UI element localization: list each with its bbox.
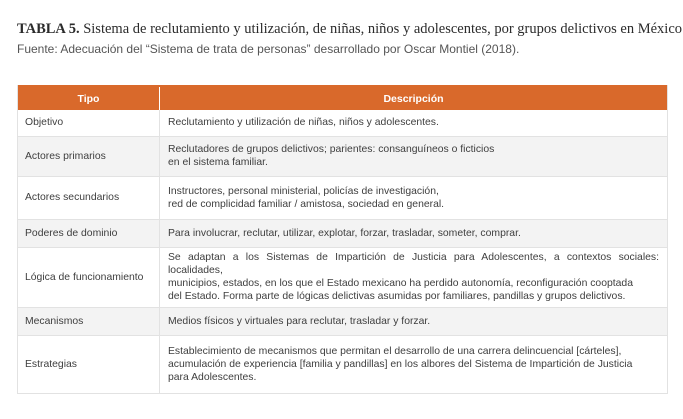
table-caption bbox=[17, 20, 683, 57]
table-row bbox=[18, 335, 667, 393]
row-tipo: Estrategias bbox=[18, 335, 160, 393]
header-descripcion: Descripción bbox=[160, 86, 668, 110]
row-tipo: Actores primarios bbox=[18, 136, 160, 176]
description-line: del Estado. Forma parte de lógicas delictivas asumidas por familiares, pandillas y grupos delictivos. bbox=[168, 291, 626, 302]
row-descripcion bbox=[160, 247, 668, 307]
row-tipo: Actores secundarios bbox=[18, 176, 160, 219]
row-tipo: Lógica de funcionamiento bbox=[18, 247, 160, 307]
description-line: para Adolescentes. bbox=[168, 371, 257, 383]
description-line: acumulación de experiencia [familia y pandillas] en los albores del Sistema de Impartición de Justicia bbox=[168, 358, 633, 370]
row-tipo: Objetivo bbox=[18, 110, 160, 136]
table-header-row bbox=[18, 86, 667, 110]
data-table bbox=[17, 85, 668, 394]
description-line: Medios físicos y virtuales para reclutar, trasladar y forzar. bbox=[168, 315, 431, 327]
row-descripcion bbox=[160, 176, 668, 219]
row-descripcion bbox=[160, 307, 668, 335]
description-line: municipios, estados, en los que el Estado mexicano ha perdido autonomía, reconfiguración cooptada bbox=[168, 278, 633, 289]
table-label: TABLA 5. bbox=[17, 21, 80, 37]
description-line: red de complicidad familiar / amistosa, sociedad en general. bbox=[168, 198, 445, 210]
description-line: Se adaptan a los Sistemas de Impartición de Justicia para Adolescentes, a contextos sociales: localidades, bbox=[168, 252, 659, 276]
table-row bbox=[18, 176, 667, 219]
description-line: Establecimiento de mecanismos que permitan el desarrollo de una carrera delincuencial [cárteles], bbox=[168, 345, 622, 357]
description-line: Reclutamiento y utilización de niñas, niños y adolescentes. bbox=[168, 117, 439, 129]
description-line: Reclutadores de grupos delictivos; parientes: consanguíneos o ficticios bbox=[168, 144, 495, 155]
row-tipo: Poderes de dominio bbox=[18, 219, 160, 247]
row-descripcion bbox=[160, 335, 668, 393]
table-title-text: Sistema de reclutamiento y utilización, de niñas, niños y adolescentes, por grupos delictivos en México bbox=[79, 21, 683, 37]
row-descripcion bbox=[160, 136, 668, 176]
table-title bbox=[17, 20, 683, 38]
table-row bbox=[18, 110, 667, 136]
row-descripcion bbox=[160, 219, 668, 247]
description-line: en el sistema familiar. bbox=[168, 157, 268, 168]
table-row bbox=[18, 219, 667, 247]
description-line: Para involucrar, reclutar, utilizar, explotar, forzar, trasladar, someter, comprar. bbox=[168, 227, 521, 239]
header-tipo: Tipo bbox=[18, 86, 160, 110]
row-descripcion bbox=[160, 110, 668, 136]
description-line: Instructores, personal ministerial, policías de investigación, bbox=[168, 185, 439, 197]
table-row bbox=[18, 136, 667, 176]
table-row bbox=[18, 247, 667, 307]
row-tipo: Mecanismos bbox=[18, 307, 160, 335]
table-source: Fuente: Adecuación del “Sistema de trata de personas” desarrollado por Oscar Montiel (2018). bbox=[17, 42, 520, 56]
table-row bbox=[18, 307, 667, 335]
